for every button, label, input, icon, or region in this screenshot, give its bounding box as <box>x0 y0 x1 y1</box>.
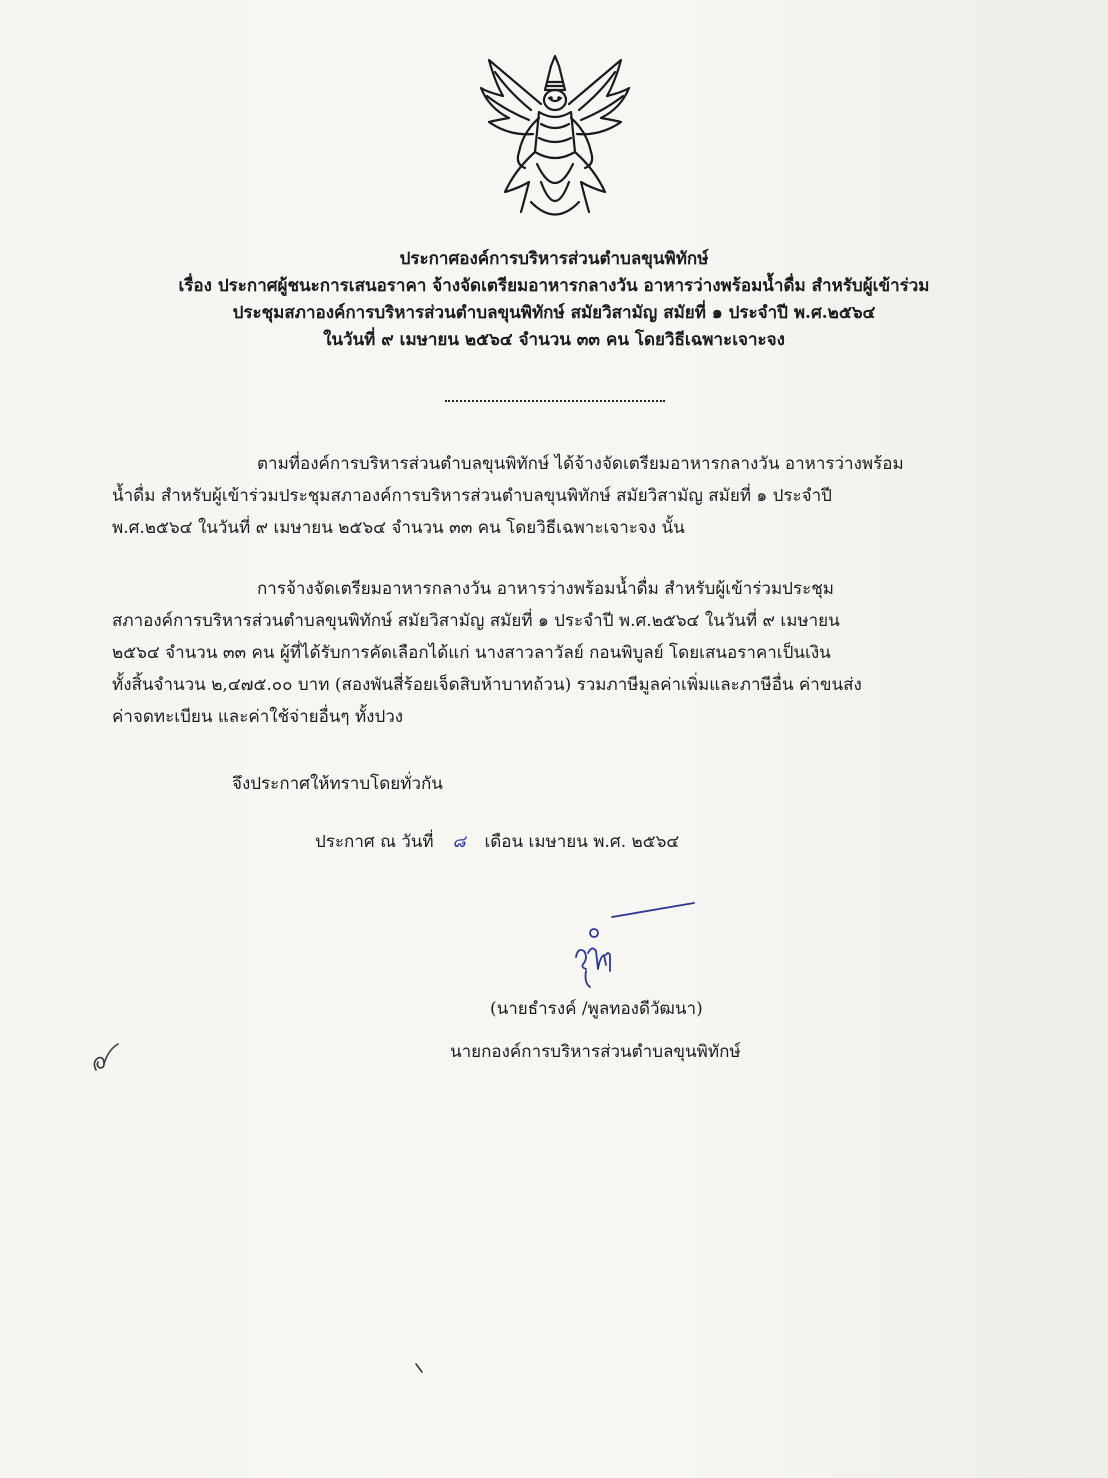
announcement-date <box>315 828 679 855</box>
paragraph-line: น้ำดื่ม สำหรับผู้เข้าร่วมประชุมสภาองค์การบริหารส่วนตำบลขุนพิทักษ์ สมัยวิสามัญ สมัยที่ ๑ ประจำปี <box>112 486 832 506</box>
paragraph-2 <box>112 573 985 733</box>
paragraph-line: ค่าจดทะเบียน และค่าใช้จ่ายอื่นๆ ทั้งปวง <box>112 707 404 727</box>
date-prefix: ประกาศ ณ วันที่ <box>315 832 434 852</box>
header-subject: เรื่อง ประกาศผู้ชนะการเสนอราคา จ้างจัดเตรียมอาหารกลางวัน อาหารว่างพร้อมน้ำดื่ม สำหรับผู้เข้าร่วม <box>178 276 930 296</box>
paragraph-line: ตามที่องค์การบริหารส่วนตำบลขุนพิทักษ์ ได้จ้างจัดเตรียมอาหารกลางวัน อาหารว่างพร้อม <box>257 454 904 474</box>
paragraph-1 <box>112 448 985 544</box>
header-subject-date: ในวันที่ ๙ เมษายน ๒๕๖๔ จำนวน ๓๓ คน โดยวิธีเฉพาะเจาะจง <box>323 330 785 350</box>
stray-pen-mark <box>414 1362 428 1374</box>
header-title: ประกาศองค์การบริหารส่วนตำบลขุนพิทักษ์ <box>399 249 709 269</box>
dotted-divider <box>445 392 665 402</box>
handwritten-day: ๘ <box>452 832 466 852</box>
announcement-header <box>100 246 1008 354</box>
paragraph-line: พ.ศ.๒๕๖๔ ในวันที่ ๙ เมษายน ๒๕๖๔ จำนวน ๓๓ คน โดยวิธีเฉพาะเจาะจง นั้น <box>112 518 685 538</box>
signer-name: (นายธำรงค์ /พูลทองดีวัฒนา) <box>490 999 703 1019</box>
paragraph-line: สภาองค์การบริหารส่วนตำบลขุนพิทักษ์ สมัยวิสามัญ สมัยที่ ๑ ประจำปี พ.ศ.๒๕๖๔ ในวันที่ ๙ เมษายน <box>112 611 840 631</box>
paragraph-line: การจ้างจัดเตรียมอาหารกลางวัน อาหารว่างพร้อมน้ำดื่ม สำหรับผู้เข้าร่วมประชุม <box>257 579 834 599</box>
conclusion-text: จึงประกาศให้ทราบโดยทั่วกัน <box>232 774 443 794</box>
date-suffix: เดือน เมษายน พ.ศ. ๒๕๖๔ <box>484 832 680 852</box>
paragraph-line: ทั้งสิ้นจำนวน ๒,๔๗๕.๐๐ บาท (สองพันสี่ร้อยเจ็ดสิบห้าบาทถ้วน) รวมภาษีมูลค่าเพิ่มและภาษีอื่น ค่าขนส่ง <box>112 675 862 695</box>
garuda-emblem-icon <box>475 52 635 227</box>
signer-title: นายกองค์การบริหารส่วนตำบลขุนพิทักษ์ <box>450 1042 741 1062</box>
margin-page-number <box>88 1038 128 1078</box>
paragraph-line: ๒๕๖๔ จำนวน ๓๓ คน ผู้ที่ได้รับการคัดเลือกได้แก่ นางสาวลาวัลย์ กอนพิบูลย์ โดยเสนอราคาเป็นเงิน <box>112 643 831 663</box>
handwritten-signature <box>570 895 710 995</box>
header-subject-cont: ประชุมสภาองค์การบริหารส่วนตำบลขุนพิทักษ์ สมัยวิสามัญ สมัยที่ ๑ ประจำปี พ.ศ.๒๕๖๔ <box>232 303 876 323</box>
